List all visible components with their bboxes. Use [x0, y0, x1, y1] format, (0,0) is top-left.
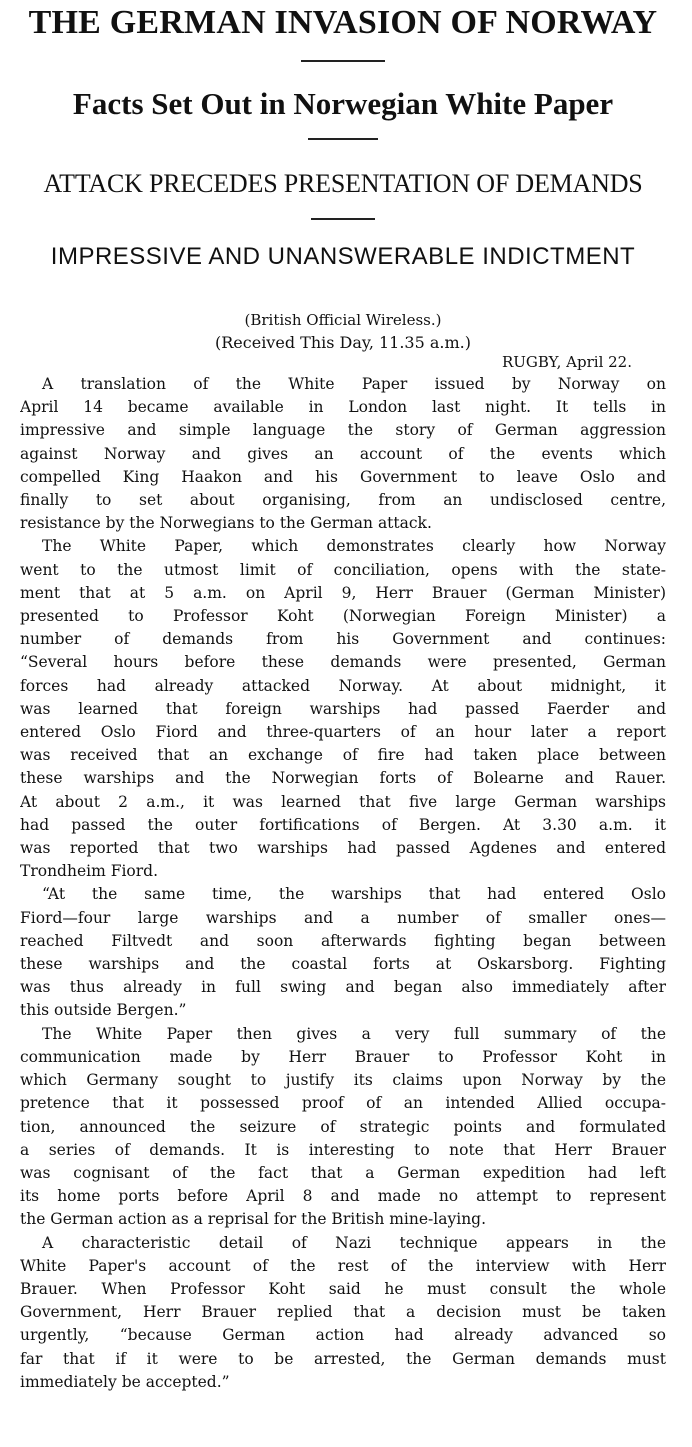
article-paragraph [20, 535, 666, 883]
dateline: RUGBY, April 22. [501, 353, 632, 371]
article-line: these warships and the Norwegian forts of Bolearne and Rauer. [20, 769, 666, 788]
divider-rule [308, 138, 378, 140]
article-line: communication made by Herr Brauer to Professor Koht in [20, 1047, 666, 1066]
source-credit: (British Official Wireless.) [244, 311, 442, 329]
article-line: these warships and the coastal forts at Oskarsborg. Fighting [20, 955, 666, 974]
article-line: was learned that foreign warships had passed Faerder and [20, 699, 666, 718]
article-line: April 14 became available in London last night. It tells in [20, 398, 666, 417]
article-line: compelled King Haakon and his Government to leave Oslo and [20, 467, 666, 486]
article-paragraph [20, 1023, 666, 1232]
subhead-indictment: IMPRESSIVE AND UNANSWERABLE INDICTMENT [50, 243, 636, 270]
article-paragraph [20, 1232, 666, 1394]
article-line: White Paper's account of the rest of the interview with Herr [20, 1256, 666, 1275]
article-line: A characteristic detail of Nazi technique appears in the [42, 1233, 666, 1252]
article-line: “At the same time, the warships that had entered Oslo [42, 885, 666, 904]
article-line: immediately be accepted.” [20, 1372, 230, 1391]
article-line: The White Paper then gives a very full summary of the [42, 1024, 666, 1043]
article-line: against Norway and gives an account of the events which [20, 444, 666, 463]
article-line: went to the utmost limit of conciliation, opens with the state- [20, 560, 666, 579]
article-line: reached Filtvedt and soon afterwards fighting began between [20, 931, 666, 950]
subhead-attack: ATTACK PRECEDES PRESENTATION OF DEMANDS [43, 169, 643, 198]
article-line: resistance by the Norwegians to the German attack. [20, 514, 432, 533]
article-line: urgently, “because German action had already advanced so [20, 1326, 666, 1345]
article-paragraph [20, 373, 666, 535]
divider-rule [311, 218, 375, 220]
article-line: was thus already in full swing and began also immediately after [20, 978, 666, 997]
article-line: impressive and simple language the story of German aggression [20, 421, 666, 440]
article-line: far that if it were to be arrested, the German demands must [20, 1349, 666, 1368]
article-line: The White Paper, which demonstrates clearly how Norway [42, 537, 666, 556]
article-line: a series of demands. It is interesting to note that Herr Brauer [20, 1140, 666, 1159]
article-line: this outside Bergen.” [20, 1001, 187, 1020]
article-line: At about 2 a.m., it was learned that five large German warships [20, 792, 666, 811]
article-line: forces had already attacked Norway. At about midnight, it [20, 676, 666, 695]
article-line: pretence that it possessed proof of an intended Allied occupa- [20, 1094, 666, 1113]
article-line: number of demands from his Government and continues: [20, 630, 666, 649]
article-line: had passed the outer fortifications of Bergen. At 3.30 a.m. it [20, 815, 666, 834]
article-line: finally to set about organising, from an undisclosed centre, [20, 491, 666, 510]
article-body [20, 373, 666, 1394]
article-line: Government, Herr Brauer replied that a decision must be taken [20, 1303, 666, 1322]
article-line: its home ports before April 8 and made no attempt to represent [20, 1187, 666, 1206]
received-time: (Received This Day, 11.35 a.m.) [215, 333, 471, 352]
article-line: was reported that two warships had passed Agdenes and entered [20, 839, 666, 858]
headline: THE GERMAN INVASION OF NORWAY [28, 4, 658, 41]
article-line: tion, announced the seizure of strategic points and formulated [20, 1117, 666, 1136]
article-line: Brauer. When Professor Koht said he must consult the whole [20, 1279, 666, 1298]
article-line: the German action as a reprisal for the British mine-laying. [20, 1210, 487, 1229]
article-paragraph [20, 883, 666, 1022]
article-line: “Several hours before these demands were presented, German [20, 653, 666, 672]
article-line: which Germany sought to justify its claims upon Norway by the [20, 1071, 666, 1090]
article-line: presented to Professor Koht (Norwegian Foreign Minister) a [20, 607, 666, 626]
article-line: ment that at 5 a.m. on April 9, Herr Brauer (German Minister) [20, 583, 666, 602]
article-line: Trondheim Fiord. [20, 862, 159, 881]
article-line: A translation of the White Paper issued by Norway on [42, 375, 666, 393]
article-line: was received that an exchange of fire had taken place between [20, 746, 666, 765]
subhead-white-paper: Facts Set Out in Norwegian White Paper [72, 86, 614, 121]
article-line: Fiord—four large warships and a number of smaller ones— [20, 908, 666, 927]
divider-rule [301, 60, 385, 62]
article-line: entered Oslo Fiord and three-quarters of an hour later a report [20, 723, 666, 742]
article-line: was cognisant of the fact that a German expedition had left [20, 1163, 666, 1182]
